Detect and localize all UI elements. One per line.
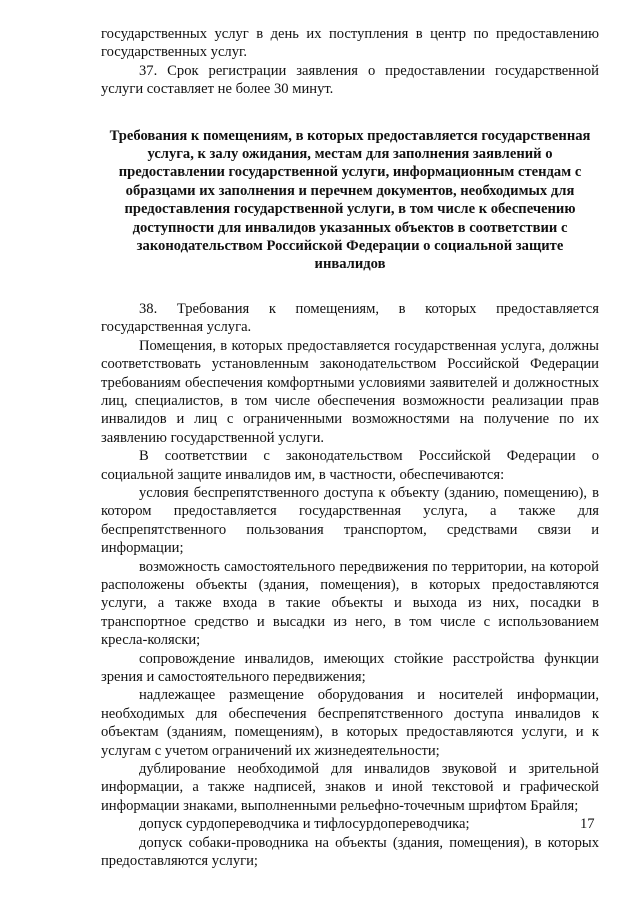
- list-item: допуск сурдопереводчика и тифлосурдопереводчика;: [139, 816, 470, 833]
- list-item: сопровождение инвалидов, имеющих стойкие расстройства функции зрения и самостоятельного передвижения;: [101, 650, 599, 685]
- paragraph-premises: Помещения, в которых предоставляется государственная услуга, должны соответствовать установленным законодательством Российской Федерации требованиям обеспечения комфортными условиями заявителей и должностных лиц, специалистов, в том числе обеспечения возможности реализации прав инвалидов и лиц с ограниченными возможностями на получение по их заявлению государственной услуги.: [101, 337, 599, 446]
- paragraph-38: 38. Требования к помещениям, в которых предоставляется государственная услуга.: [101, 300, 599, 336]
- section-title: Требования к помещениям, в которых предоставляется государственная услуга, к залу ожидания, местам для заполнения заявлений о предоставлении государственной услуги, информационным стендам с образцами их заполнения и перечнем документов, необходимых для предоставления государственной услуги, в том числе к обеспечению доступности для инвалидов указанных объектов в соответствии с законодательством Российской Федерации о социальной защите инвалидов: [109, 127, 591, 273]
- paragraph-continuation: государственных услуг в день их поступления в центр по предоставлению государственных услуг.: [101, 26, 599, 61]
- list-item: допуск собаки-проводника на объекты (здания, помещения), в которых предоставляются услуги;: [101, 834, 599, 870]
- list-item: дублирование необходимой для инвалидов звуковой и зрительной информации, а также надписей, знаков и иной текстовой и графической информации знаками, выполненными рельефно-точечным шрифтом Брайля;: [101, 761, 599, 814]
- paragraph-legislation: В соответствии с законодательством Российской Федерации о социальной защите инвалидов им, в частности, обеспечиваются:: [101, 448, 599, 483]
- list-item: условия беспрепятственного доступа к объекту (зданию, помещению), в котором предоставляется государственная услуга, а также для беспрепятственного пользования транспортом, средствами связи и информации;: [101, 484, 599, 557]
- page-number: 17: [580, 816, 595, 832]
- paragraph-37: 37. Срок регистрации заявления о предоставлении государственной услуги составляет не более 30 минут.: [101, 62, 599, 98]
- list-item: возможность самостоятельного передвижения по территории, на которой расположены объекты (здания, помещения), в которых предоставляются услуги, а также входа в такие объекты и выхода из них, посадки в транспортное средство и высадки из него, в том числе с использованием кресла-коляски;: [101, 558, 599, 649]
- list-item: надлежащее размещение оборудования и носителей информации, необходимых для обеспечения беспрепятственного доступа инвалидов к объектам (зданиям, помещениям), в которых предоставляются услуги, и к услугам с учетом ограничений их жизнедеятельности;: [101, 687, 599, 759]
- document-page: [101, 25, 599, 870]
